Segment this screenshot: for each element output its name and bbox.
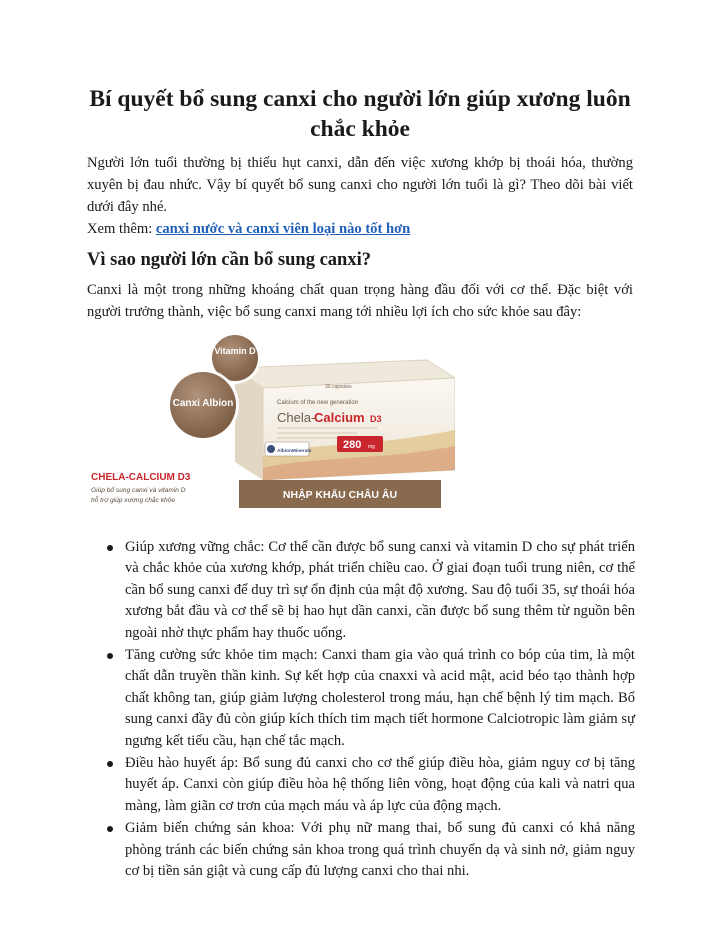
box-brand-suffix: D3 — [370, 414, 382, 424]
box-tagline: Calcium of the new generation — [277, 400, 359, 406]
article-title: Bí quyết bổ sung canxi cho người lớn giúp xương luôn chắc khỏe — [89, 86, 631, 142]
product-name: CHELA-CALCIUM D3 — [91, 472, 191, 483]
see-more-link[interactable]: canxi nước và canxi viên loại nào tốt hơn — [155, 221, 411, 237]
list-item-text: Giảm biến chứng sản khoa: Với phụ nữ mang thai, bổ sung đủ canxi có khả năng phòng tránh các biến chứng sản khoa trong quá trình chuyển dạ và sinh nở, giảm nguy cơ bị tiền sản giật và cung cấp đủ lượng canxi cho thai nhi. — [125, 820, 635, 880]
intro-paragraph: Người lớn tuổi thường bị thiếu hụt canxi, dẫn đến việc xương khớp bị thoái hóa, thường xuyên bị đau nhức. Vậy bí quyết bổ sung canxi cho người lớn tuổi là gì? Theo dõi bài viết dưới đây nhé. — [87, 155, 633, 215]
bubble-canxi-label: Canxi Albion — [172, 398, 234, 409]
list-item-text: Giúp xương vững chắc: Cơ thể cần được bổ sung canxi và vitamin D cho sự phát triển và chắc khỏe của xương khớp, phát triển chiều cao. Ở giai đoạn tuổi trung niên, cơ thể cần bổ sung canxi để duy trì sự ổn định của mật độ xương. Sau độ tuổi 35, sự thoái hóa xương bắt đầu và cơ thể sẽ bị hao hụt dần canxi, cần được bổ sung thêm từ nguồn bên ngoài nhờ thực phẩm hay thuốc uống. — [125, 539, 635, 641]
bullet-icon — [107, 545, 113, 551]
box-badge: AlbionMinerals — [277, 449, 312, 454]
banner-text: NHẬP KHẨU CHÂU ÂU — [282, 489, 398, 501]
section-body: Canxi là một trong những khoáng chất quan trọng hàng đầu đối với cơ thể. Đặc biệt với người trưởng thành, việc bổ sung canxi mang tới nhiều lợi ích cho sức khỏe sau đây: — [87, 282, 633, 320]
box-dose: 280 — [343, 439, 362, 451]
box-brand-prefix: Chela- — [277, 410, 316, 425]
box-brand-main: Calcium — [314, 410, 365, 425]
product-image — [87, 330, 455, 522]
benefit-list — [87, 537, 635, 884]
product-illustration — [87, 330, 455, 522]
list-item — [87, 645, 635, 752]
box-count: 30 capsules — [325, 384, 352, 390]
see-more-line — [87, 218, 633, 240]
list-item — [87, 753, 635, 817]
product-desc-1: Giúp bổ sung canxi và vitamin D — [91, 487, 186, 494]
list-item — [87, 537, 635, 644]
list-item-text: Tăng cường sức khỏe tim mạch: Canxi tham gia vào quá trình co bóp của tim, là một chất dẫn truyền thần kinh. Sự kết hợp của cnaxxi và acid mật, acid béo tạo thành hợp chất không tan, giúp giảm lượng cholesterol trong máu, hạn chế bệnh lý tim mạch. Bổ sung canxi đầy đủ còn giúp kích thích tim mạch tiết hormone Calciotropic làm giảm sự ngưng kết tiểu cầu, hạn chế tắc mạch. — [125, 647, 635, 749]
see-more-prefix: Xem thêm: — [87, 221, 156, 237]
bullet-icon — [107, 761, 113, 767]
list-item-text: Điều hào huyết áp: Bổ sung đủ canxi cho cơ thể giúp điều hòa, giảm nguy cơ bị tăng huyết áp. Canxi còn giúp điều hòa hệ thống liên võng, hoạt động của kali và natri qua màng, làm giãn cơ trơn của mạch máu và áp lực của động mạch. — [125, 755, 635, 814]
box-dose-unit: mg — [368, 444, 375, 450]
product-desc-2: hỗ trợ giúp xương chắc khỏe — [91, 497, 175, 504]
bubble-vitamin-label: Vitamin D — [214, 346, 256, 356]
bullet-icon — [107, 653, 113, 659]
section-heading: Vì sao người lớn cần bổ sung canxi? — [87, 250, 371, 270]
bullet-icon — [107, 826, 113, 832]
list-item — [87, 818, 635, 882]
